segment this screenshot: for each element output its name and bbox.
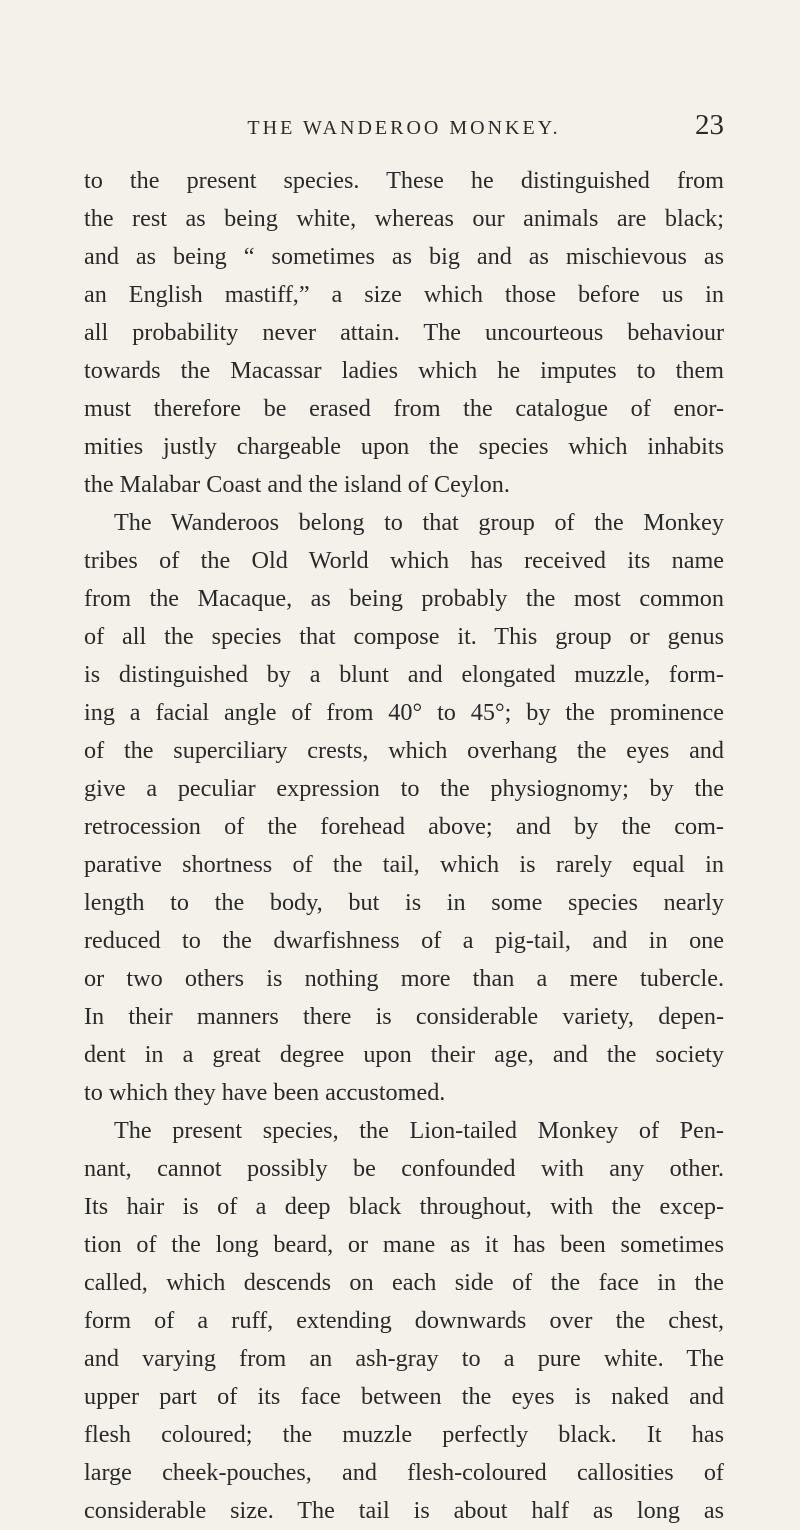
text-line: nant, cannot possibly be confounded with any other. — [84, 1155, 724, 1182]
text-line: give a peculiar expression to the physiognomy; by the — [84, 775, 724, 802]
text-line: to which they have been accustomed. — [84, 1079, 446, 1106]
text-line: flesh coloured; the muzzle perfectly black. It has — [84, 1421, 724, 1448]
text-line: to the present species. These he distinguished from — [84, 167, 724, 194]
text-line: dent in a great degree upon their age, and the society — [84, 1041, 724, 1068]
text-line: considerable size. The tail is about half as long as — [84, 1497, 724, 1524]
page-number: 23 — [695, 109, 724, 141]
text-line: large cheek-pouches, and flesh-coloured callosities of — [84, 1459, 724, 1486]
text-line: and as being “ sometimes as big and as mischievous as — [84, 243, 724, 270]
text-line: towards the Macassar ladies which he imputes to them — [84, 357, 724, 384]
text-line: In their manners there is considerable variety, depen- — [84, 1003, 724, 1030]
body-text — [84, 162, 724, 1530]
text-line: parative shortness of the tail, which is rarely equal in — [84, 851, 724, 878]
text-line: ing a facial angle of from 40° to 45°; by the prominence — [84, 699, 724, 726]
text-line: an English mastiff,” a size which those before us in — [84, 281, 724, 308]
text-line: the Malabar Coast and the island of Ceylon. — [84, 471, 510, 498]
running-head — [84, 109, 724, 155]
text-line: retrocession of the forehead above; and by the com- — [84, 813, 724, 840]
text-line: the rest as being white, whereas our animals are black; — [84, 205, 724, 232]
text-line: length to the body, but is in some species nearly — [84, 889, 724, 916]
text-line: mities justly chargeable upon the species which inhabits — [84, 433, 724, 460]
text-line: of all the species that compose it. This group or genus — [84, 623, 724, 650]
text-line: must therefore be erased from the catalogue of enor- — [84, 395, 724, 422]
running-title: THE WANDEROO MONKEY. — [247, 117, 561, 139]
text-line: reduced to the dwarfishness of a pig-tail, and in one — [84, 927, 724, 954]
text-line: is distinguished by a blunt and elongated muzzle, form- — [84, 661, 724, 688]
text-line: Its hair is of a deep black throughout, with the excep- — [84, 1193, 724, 1220]
text-line: or two others is nothing more than a mere tubercle. — [84, 965, 724, 992]
text-line: The Wanderoos belong to that group of the Monkey — [114, 509, 724, 536]
text-line: The present species, the Lion-tailed Monkey of Pen- — [114, 1117, 724, 1144]
text-line: form of a ruff, extending downwards over the chest, — [84, 1307, 724, 1334]
text-line: tribes of the Old World which has received its name — [84, 547, 724, 574]
text-line: called, which descends on each side of the face in the — [84, 1269, 724, 1296]
text-line: and varying from an ash-gray to a pure white. The — [84, 1345, 724, 1372]
text-line: of the superciliary crests, which overhang the eyes and — [84, 737, 724, 764]
text-line: tion of the long beard, or mane as it has been sometimes — [84, 1231, 724, 1258]
text-line: from the Macaque, as being probably the most common — [84, 585, 724, 612]
text-line: upper part of its face between the eyes is naked and — [84, 1383, 724, 1410]
text-line: all probability never attain. The uncourteous behaviour — [84, 319, 724, 346]
